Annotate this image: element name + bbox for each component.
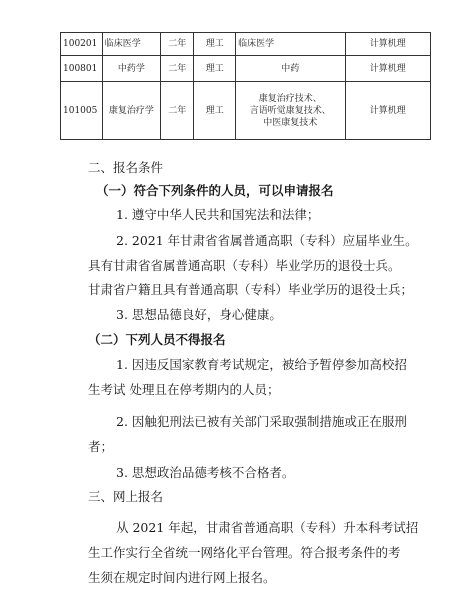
restriction-1-line1: 1. 因违反国家教育考试规定，被给予暂停参加高校招	[116, 357, 407, 372]
section-2-sub1: （一）符合下列条件的人员，可以申请报名	[96, 183, 334, 198]
original-major-line: 康复治疗技术、	[258, 93, 322, 104]
major-name: 临床医学	[102, 33, 160, 56]
condition-item-2-line3: 甘肃省户籍且具有普通高职（专科）毕业学历的退役士兵；	[88, 282, 414, 297]
major-name: 中药学	[102, 56, 160, 82]
original-major	[236, 82, 345, 140]
condition-item-3: 3. 思想品德良好，身心健康。	[116, 307, 282, 322]
major-category: 理工	[194, 56, 236, 82]
section-2-sub2: （二）下列人员不得报名	[88, 332, 226, 347]
major-code: 100201	[61, 33, 103, 56]
restriction-2-line2: 者；	[88, 439, 114, 454]
major-category: 理工	[194, 82, 236, 140]
section-3-para-line1: 从 2021 年起，甘肃省普通高职（专科）升本科考试招	[116, 520, 419, 535]
condition-item-2-line1: 2. 2021 年甘肃省省属普通高职（专科）应届毕业生。	[116, 233, 418, 248]
section-3-para-line3: 生须在规定时间内进行网上报名。	[88, 570, 276, 585]
section-3-para-line2: 生工作实行全省统一网络化平台管理。符合报考条件的考	[88, 545, 401, 560]
condition-item-2-line2: 具有甘肃省省属普通高职（专科）毕业学历的退役士兵。	[88, 258, 401, 273]
table-row	[61, 82, 431, 140]
study-length: 二年	[161, 82, 194, 140]
section-2-title: 二、报名条件	[88, 160, 164, 175]
restriction-2-line1: 2. 因触犯刑法已被有关部门采取强制措施或正在服刑	[116, 414, 407, 429]
original-major-line: 中医康复技术	[263, 117, 318, 128]
major-code: 100801	[61, 56, 103, 82]
exam-subject: 计算机理	[345, 56, 431, 82]
original-major	[236, 56, 345, 82]
restriction-3: 3. 思想政治品德考核不合格者。	[116, 465, 295, 480]
major-code: 101005	[61, 82, 103, 140]
original-major-line: 临床医学	[238, 39, 275, 49]
majors-table	[60, 32, 431, 140]
table-row	[61, 33, 431, 56]
original-major-line: 中药	[281, 63, 300, 74]
table-row	[61, 56, 431, 82]
exam-subject: 计算机理	[345, 82, 431, 140]
original-major-line: 言语听觉康复技术、	[249, 105, 331, 116]
study-length: 二年	[161, 56, 194, 82]
condition-item-1: 1. 遵守中华人民共和国宪法和法律；	[116, 207, 320, 222]
original-major	[236, 33, 345, 56]
major-name: 康复治疗学	[102, 82, 160, 140]
exam-subject: 计算机理	[345, 33, 431, 56]
study-length: 二年	[161, 33, 194, 56]
restriction-1-line2: 生考试 处理且在停考期内的人员；	[88, 382, 280, 397]
major-category: 理工	[194, 33, 236, 56]
section-3-title: 三、网上报名	[88, 489, 164, 504]
